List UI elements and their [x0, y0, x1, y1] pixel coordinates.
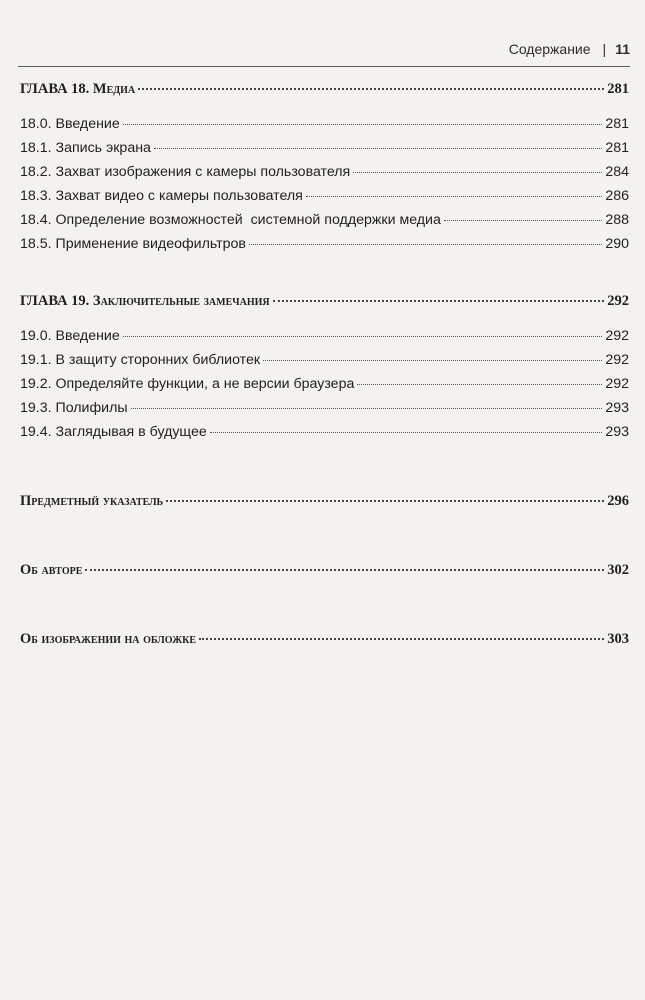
toc-entry[interactable] [20, 112, 629, 136]
page-number: 303 [607, 631, 629, 647]
header-section-title: Содержание [508, 41, 591, 57]
dot-leader [249, 244, 602, 245]
page-number: 284 [605, 164, 629, 180]
page-number: 281 [605, 116, 629, 132]
entry-title: 18.1. Запись экрана [20, 140, 151, 156]
dot-leader [131, 408, 603, 409]
page-number: 292 [607, 293, 629, 309]
dot-leader [166, 500, 604, 502]
dot-leader [444, 220, 602, 221]
entry-title: 19.4. Заглядывая в будущее [20, 424, 207, 440]
dot-leader [357, 384, 602, 385]
chapter-title [20, 289, 270, 313]
dot-leader [306, 196, 602, 197]
dot-leader [85, 569, 604, 571]
chapter-title [20, 77, 135, 101]
header-separator: | [602, 41, 607, 57]
dot-leader [273, 300, 605, 302]
dot-leader [353, 172, 602, 173]
toc-entry[interactable] [20, 348, 629, 372]
dot-leader [263, 360, 602, 361]
toc-chapter-18[interactable] [20, 77, 629, 101]
dot-leader [123, 124, 603, 125]
page-number: 288 [605, 212, 629, 228]
page-number: 293 [605, 424, 629, 440]
toc-entry[interactable] [20, 136, 629, 160]
toc-entry[interactable] [20, 372, 629, 396]
page-number: 302 [607, 562, 629, 578]
back-matter-title [20, 489, 163, 513]
dot-leader [199, 638, 604, 640]
entry-title: 18.4. Определение возможностей системной поддержки медиа [20, 212, 441, 228]
page-number: 292 [605, 328, 629, 344]
toc-entry[interactable] [20, 420, 629, 444]
toc-entry[interactable] [20, 324, 629, 348]
entry-title: 19.2. Определяйте функции, а не версии браузера [20, 376, 355, 392]
page-number: 290 [605, 236, 629, 252]
entry-title: 18.0. Введение [20, 116, 120, 132]
entry-title: 18.5. Применение видеофильтров [20, 236, 246, 252]
header-page-number: 11 [615, 41, 630, 57]
chapter-name: Медиа [92, 81, 136, 97]
toc-chapter-19[interactable] [20, 289, 629, 313]
toc-entry[interactable] [20, 208, 629, 232]
chapter-number: ГЛАВА 19. [20, 293, 90, 309]
table-of-contents [20, 77, 629, 651]
entry-title: 19.1. В защиту сторонних библиотек [20, 352, 261, 368]
dot-leader [123, 336, 603, 337]
toc-entry[interactable] [20, 232, 629, 256]
entry-title: 19.0. Введение [20, 328, 120, 344]
back-matter-name: Об изображении на обложке [20, 631, 197, 647]
header-rule [18, 66, 630, 67]
page-number: 281 [607, 81, 629, 97]
toc-entry[interactable] [20, 396, 629, 420]
page-number: 292 [605, 352, 629, 368]
page-number: 281 [605, 140, 629, 156]
chapter-number: ГЛАВА 18. [20, 81, 90, 97]
back-matter-title [20, 627, 196, 651]
back-matter-name: Об авторе [20, 562, 83, 578]
toc-about-cover[interactable] [20, 627, 629, 651]
page-number: 292 [605, 376, 629, 392]
entry-title: 18.3. Захват видео с камеры пользователя [20, 188, 303, 204]
toc-about-author[interactable] [20, 558, 629, 582]
page-number: 293 [605, 400, 629, 416]
page-number: 286 [605, 188, 629, 204]
toc-index[interactable] [20, 489, 629, 513]
entry-title: 18.2. Захват изображения с камеры пользователя [20, 164, 351, 180]
toc-entry[interactable] [20, 184, 629, 208]
running-header [509, 41, 630, 57]
dot-leader [154, 148, 602, 149]
back-matter-title [20, 558, 82, 582]
dot-leader [138, 88, 604, 90]
page-number: 296 [607, 493, 629, 509]
chapter-name: Заключительные замечания [92, 293, 270, 309]
entry-title: 19.3. Полифилы [20, 400, 128, 416]
back-matter-name: Предметный указатель [20, 493, 164, 509]
dot-leader [210, 432, 603, 433]
toc-entry[interactable] [20, 160, 629, 184]
